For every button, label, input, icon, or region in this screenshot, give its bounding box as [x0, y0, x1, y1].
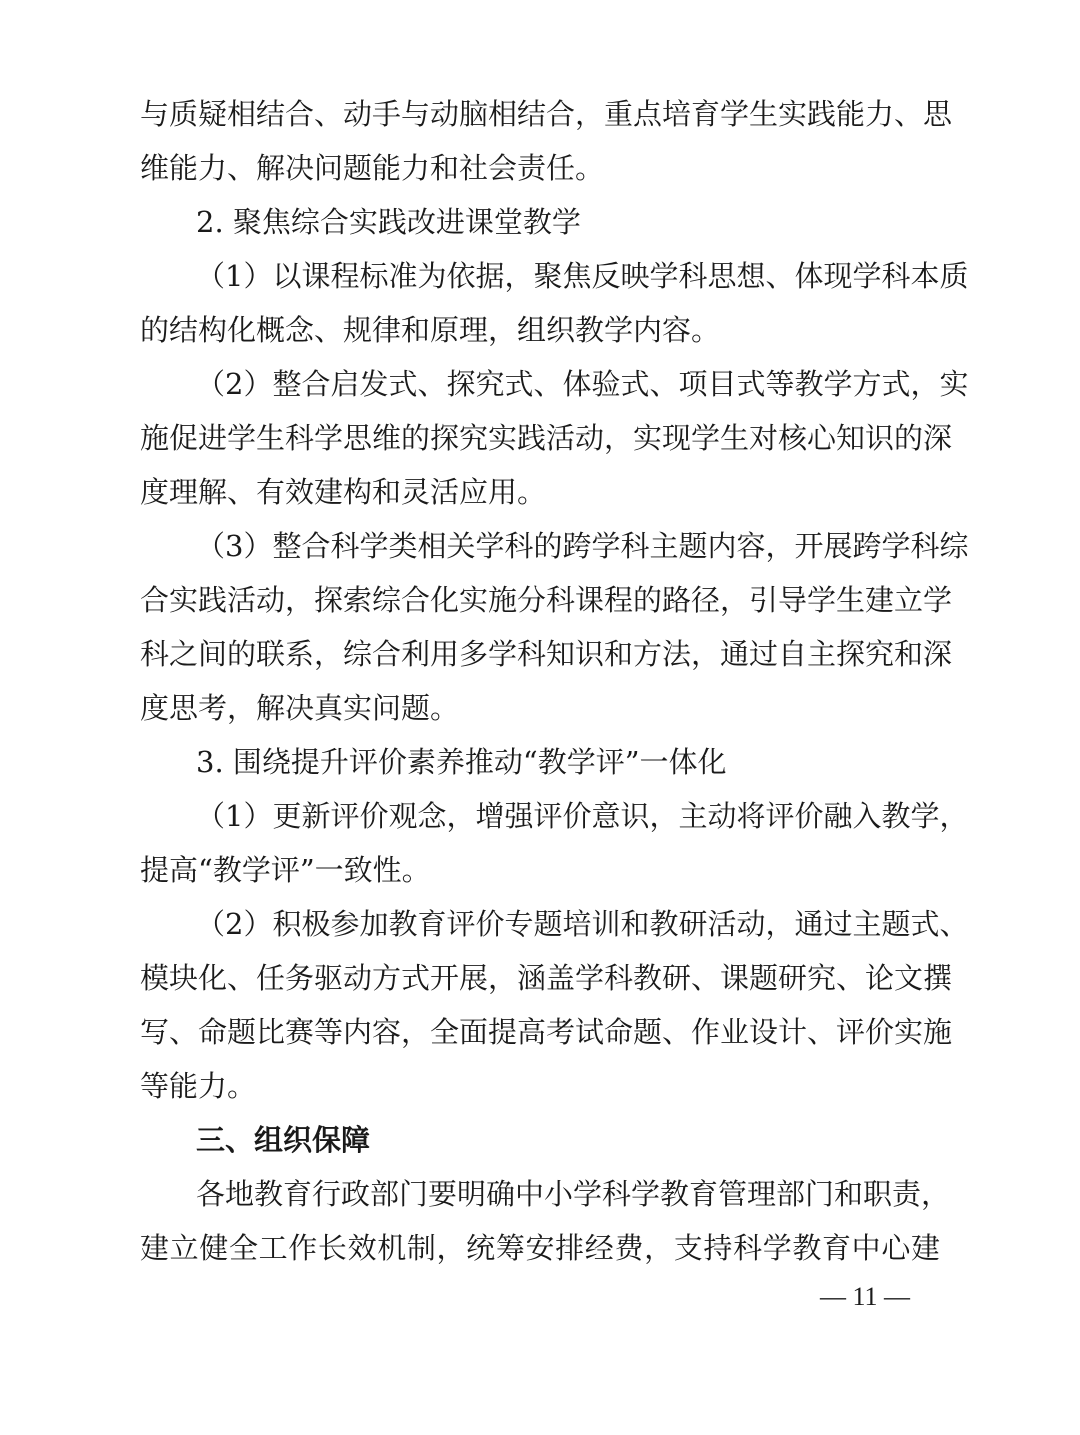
paragraph-line: 模块化、任务驱动方式开展，涵盖学科教研、课题研究、论文撰 [140, 961, 953, 995]
paragraph-line: （3）整合科学类相关学科的跨学科主题内容，开展跨学科综 [196, 529, 969, 563]
paragraph-line: （2）积极参加教育评价专题培训和教研活动，通过主题式、 [196, 907, 969, 941]
section-heading: 三、组织保障 [196, 1123, 371, 1157]
subsection-heading: 2. 聚焦综合实践改进课堂教学 [196, 205, 581, 239]
paragraph-line: 施促进学生科学思维的探究实践活动，实现学生对核心知识的深 [140, 421, 953, 455]
page-number: — 11 — [819, 1282, 911, 1311]
paragraph-line: 度思考，解决真实问题。 [140, 691, 460, 725]
subsection-heading: 3. 围绕提升评价素养推动“教学评”一体化 [196, 745, 727, 779]
paragraph-line: （1）更新评价观念，增强评价意识，主动将评价融入教学， [196, 799, 969, 833]
paragraph-line: （1）以课程标准为依据，聚焦反映学科思想、体现学科本质 [196, 259, 969, 293]
paragraph-line: 建立健全工作长效机制，统筹安排经费，支持科学教育中心建 [140, 1231, 940, 1265]
paragraph-line: 科之间的联系，综合利用多学科知识和方法，通过自主探究和深 [140, 637, 953, 671]
paragraph-line: 度理解、有效建构和灵活应用。 [140, 475, 547, 509]
paragraph-line: 合实践活动，探索综合化实施分科课程的路径，引导学生建立学 [140, 583, 953, 617]
paragraph-line: 写、命题比赛等内容，全面提高考试命题、作业设计、评价实施 [140, 1015, 953, 1049]
paragraph-line: 维能力、解决问题能力和社会责任。 [140, 151, 605, 185]
paragraph-line: 的结构化概念、规律和原理，组织教学内容。 [140, 313, 721, 347]
paragraph-line: 提高“教学评”一致性。 [140, 853, 431, 887]
paragraph-line: （2）整合启发式、探究式、体验式、项目式等教学方式，实 [196, 367, 969, 401]
paragraph-line: 等能力。 [140, 1069, 257, 1103]
paragraph-line: 各地教育行政部门要明确中小学科学教育管理部门和职责， [196, 1177, 951, 1211]
paragraph-line: 与质疑相结合、动手与动脑相结合，重点培育学生实践能力、思 [140, 97, 953, 131]
